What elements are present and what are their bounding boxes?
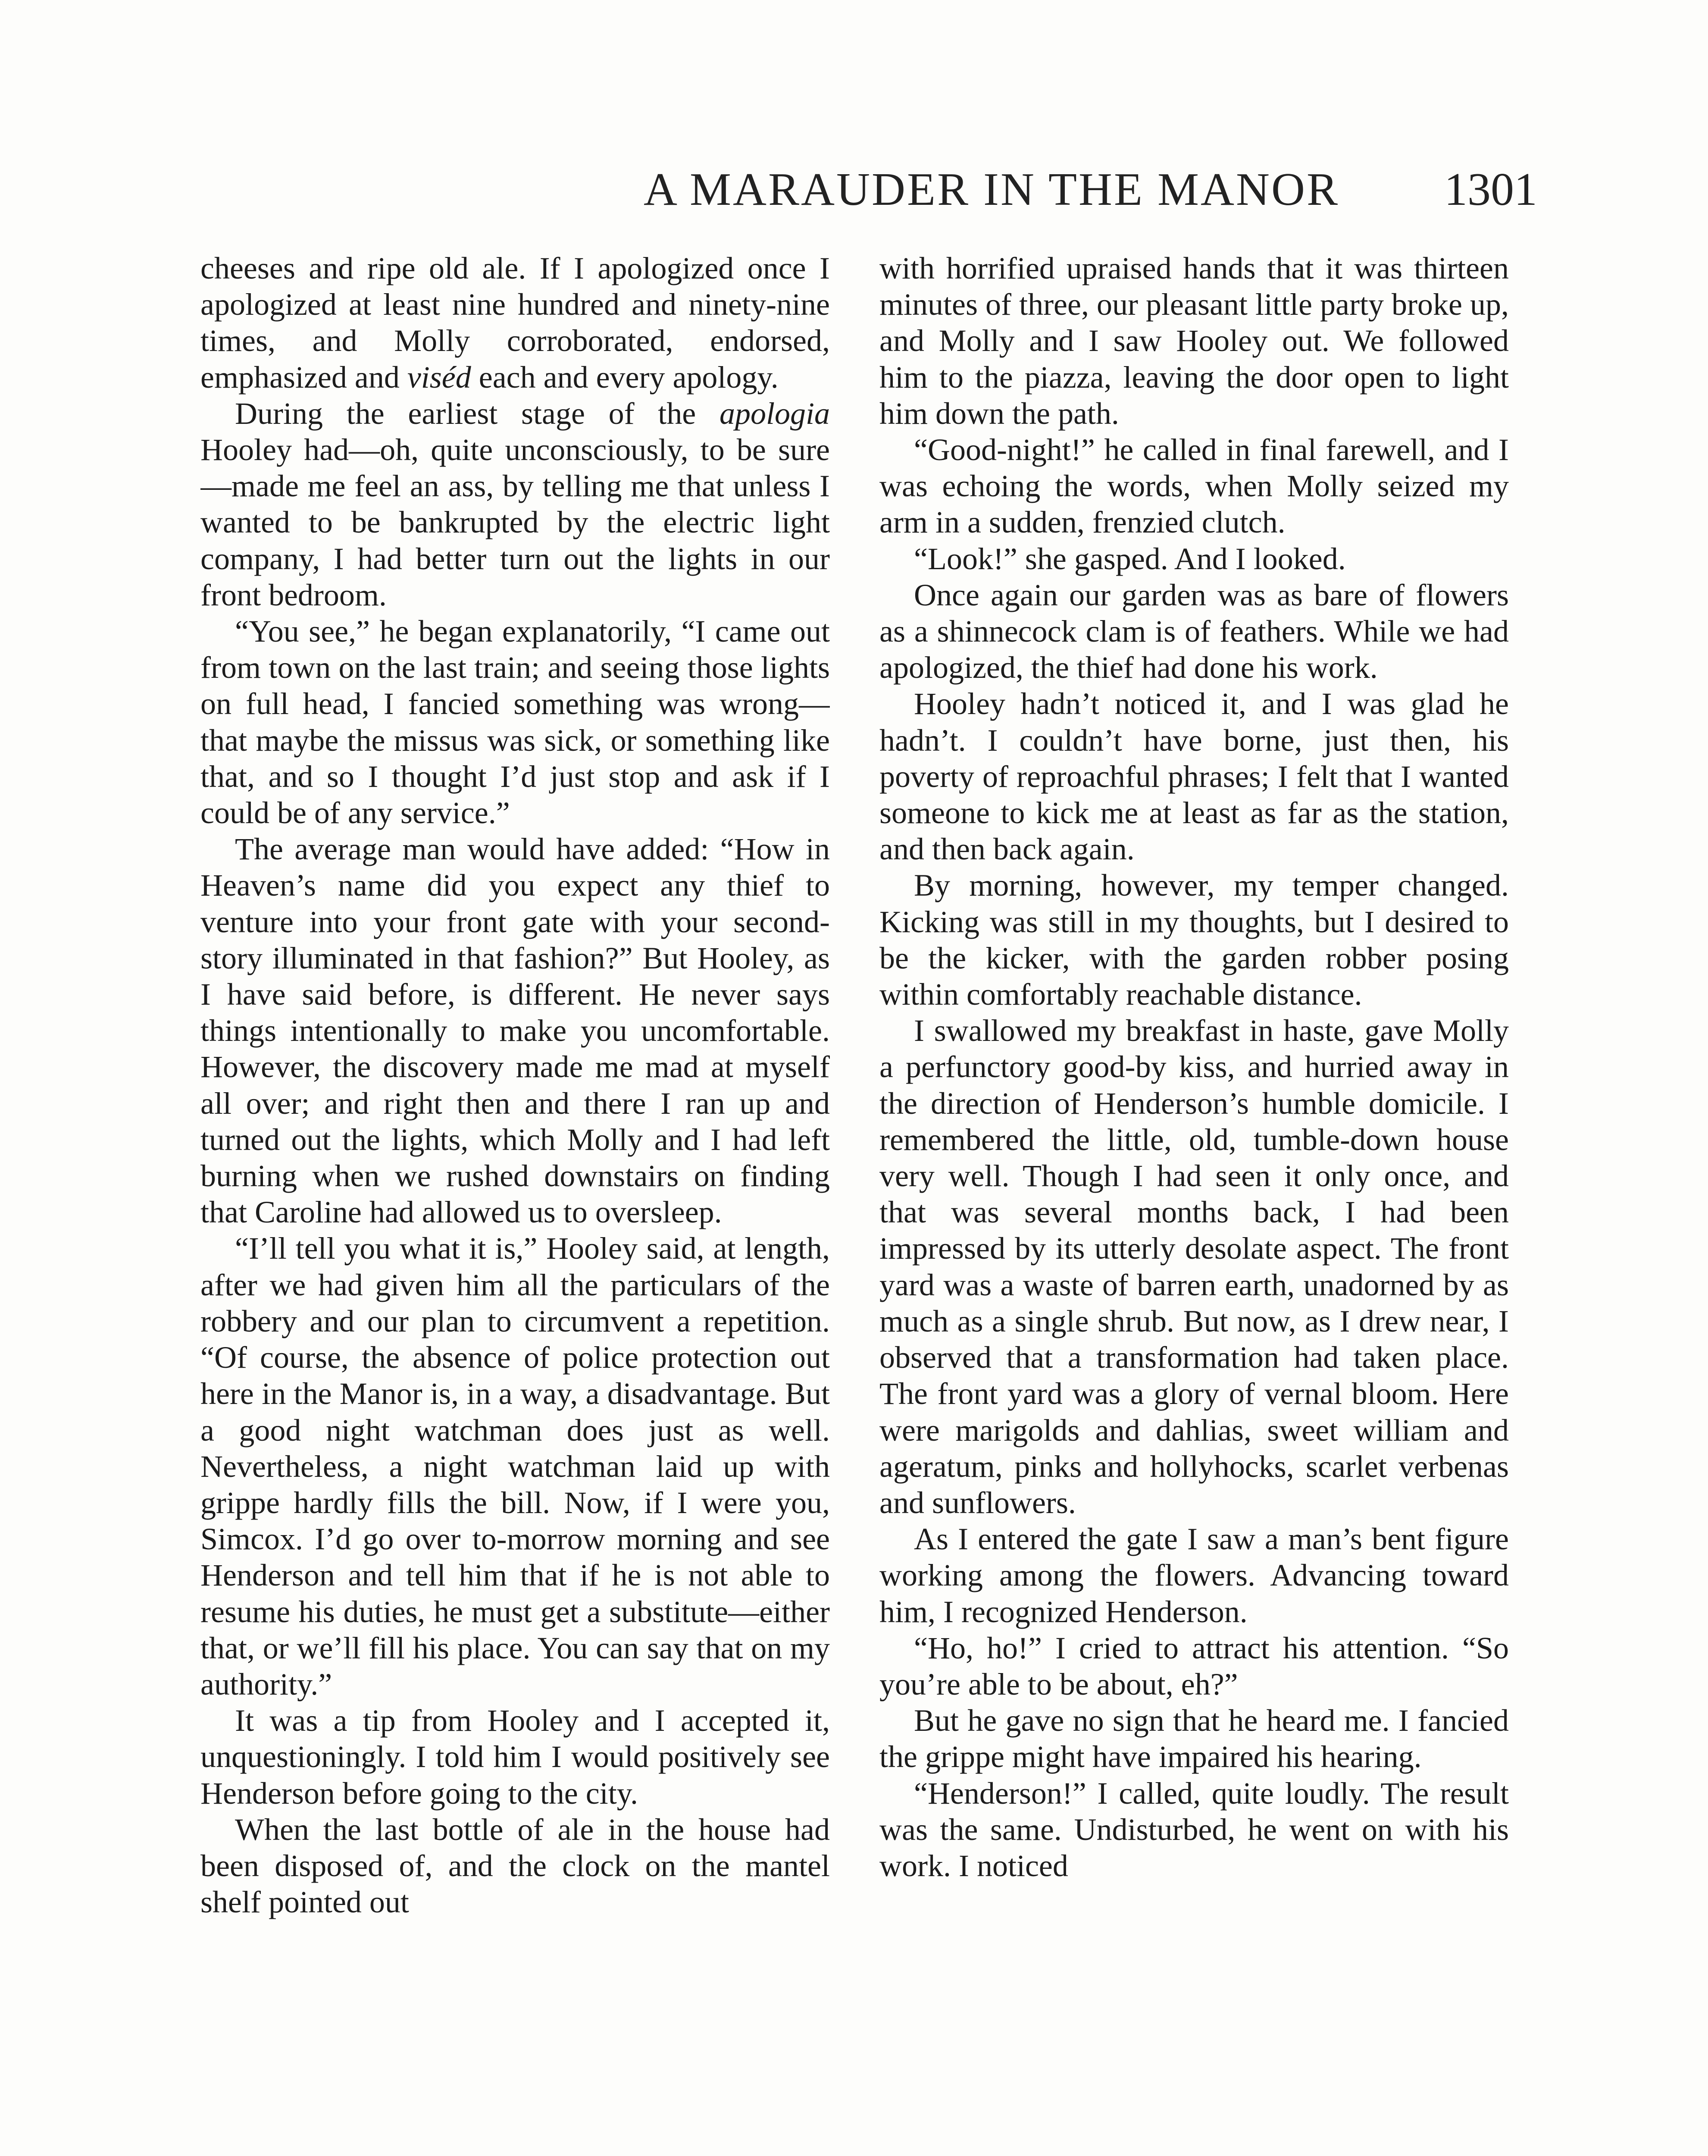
italic-word: apologia [719,396,830,431]
paragraph-text: Hooley had—oh, quite unconsciously, to be sure—made me feel an ass, by telling me that unless I wanted to be bankrupted by the electric light company, I had better turn out the lights in our front bedroom. [200,432,830,612]
page-number: 1301 [1444,164,1537,215]
paragraph: Once again our garden was as bare of flowers as a shinnecock clam is of feathers. While we had apologized, the thief had done his work. [879,577,1509,685]
paragraph: Hooley hadn’t noticed it, and I was glad he hadn’t. I couldn’t have borne, just then, his poverty of reproachful phrases; I felt that I wanted someone to kick me at least as far as the station, and then back again. [879,686,1509,867]
paragraph: “You see,” he began explanatorily, “I came out from town on the last train; and seeing those lights on full head, I fancied something was wrong—that maybe the missus was sick, or something like that, and so I thought I’d just stop and ask if I could be of any service.” [200,614,830,830]
paragraph: “Look!” she gasped. And I looked. [914,541,1346,576]
paragraph: “I’ll tell you what it is,” Hooley said, at length, after we had given him all the particulars of the robbery and our plan to circumvent a repetition. “Of course, the absence of police protection out here in the Manor is, in a way, a disadvantage. But a good night watchman does just as well. Nevertheless, a night watchman laid up with grippe hardly fills the bill. Now, if I were you, Simcox. I’d go over to-morrow morning and see Henderson and tell him that if he is not able to resume his duties, he must get a substitute—either that, or we’ll fill his place. You can say that on my authority.” [200,1231,830,1702]
paragraph: “Ho, ho!” I cried to attract his attention. “So you’re able to be about, eh?” [879,1630,1509,1702]
paragraph: When the last bottle of ale in the house had been disposed of, and the clock on the mantel shelf pointed out [200,1812,830,1920]
text-column-right [879,250,1509,2156]
paragraph: It was a tip from Hooley and I accepted it, unquestioningly. I told him I would positively see Henderson before going to the city. [200,1703,830,1811]
paragraph [200,250,830,395]
paragraph: “Henderson!” I called, quite loudly. The result was the same. Undisturbed, he went on with his work. I noticed [879,1776,1509,1883]
running-title: A MARAUDER IN THE MANOR [643,164,1340,215]
italic-word: viséd [407,360,471,395]
paragraph: The average man would have added: “How in Heaven’s name did you expect any thief to venture into your front gate with your second-story illuminated in that fashion?” But Hooley, as I have said before, is different. He never says things intentionally to make you uncomfortable. However, the discovery made me mad at myself all over; and right then and there I ran up and turned out the lights, which Molly and I had left burning when we rushed downstairs on finding that Caroline had allowed us to oversleep. [200,832,830,1230]
paragraph-text: During the earliest stage of the [235,396,696,431]
paragraph: I swallowed my breakfast in haste, gave Molly a perfunctory good-by kiss, and hurried away in the direction of Henderson’s humble domicile. I remembered the little, old, tumble-down house very well. Though I had seen it only once, and that was several months back, I had been impressed by its utterly desolate aspect. The front yard was a waste of barren earth, unadorned by as much as a single shrub. But now, as I drew near, I observed that a transformation had taken place. The front yard was a glory of vernal bloom. Here were marigolds and dahlias, sweet william and ageratum, pinks and hollyhocks, scarlet verbenas and sunflowers. [879,1013,1509,1520]
paragraph-text: cheeses and ripe old ale. If I apologized once I apologized at least nine hundred and ninety-nine times, and Molly corroborated, endorsed, emphasized and [200,251,830,395]
paragraph: As I entered the gate I saw a man’s bent figure working among the flowers. Advancing toward him, I recognized Henderson. [879,1522,1509,1629]
paragraph [200,395,830,613]
paragraph: But he gave no sign that he heard me. I fancied the grippe might have impaired his hearing. [879,1703,1509,1774]
paragraph: with horrified upraised hands that it was thirteen minutes of three, our pleasant little party broke up, and Molly and I saw Hooley out. We followed him to the piazza, leaving the door open to light him down the path. [879,251,1509,431]
paragraph: “Good-night!” he called in final farewell, and I was echoing the words, when Molly seized my arm in a sudden, frenzied clutch. [879,432,1509,540]
paragraph-text: each and every apology. [479,360,779,395]
text-column-left [200,250,830,2156]
paragraph: By morning, however, my temper changed. Kicking was still in my thoughts, but I desired to be the kicker, with the garden robber posing within comfortably reachable distance. [879,868,1509,1012]
